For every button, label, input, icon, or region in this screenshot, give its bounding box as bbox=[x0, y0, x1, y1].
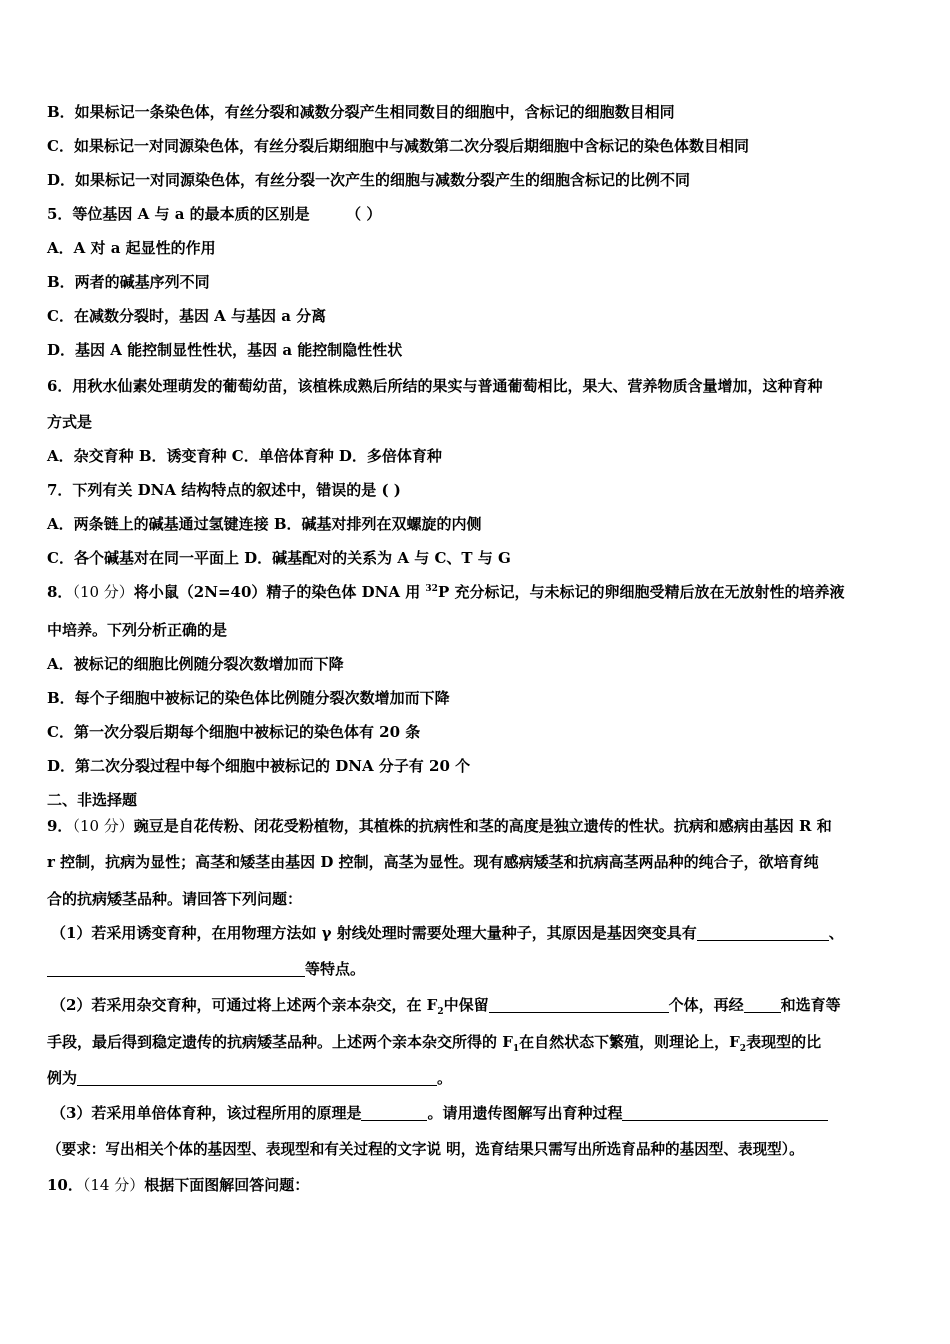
section-title: 二、非选择题 bbox=[47, 791, 138, 809]
q10-stem-text: 根据下面图解回答问题： bbox=[144, 1176, 310, 1194]
q9-part2-text-c: 个体，再经 bbox=[668, 996, 744, 1014]
q9-part2-blank-3[interactable] bbox=[77, 1070, 437, 1086]
q5-stem bbox=[47, 204, 381, 224]
q5-stem-text: 5．等位基因 A 与 a 的最本质的区别是 bbox=[47, 205, 310, 223]
q8-score: （10 分） bbox=[72, 583, 134, 601]
q4-option-b: B．如果标记一条染色体，有丝分裂和减数分裂产生相同数目的细胞中，含标记的细胞数目相同 bbox=[47, 103, 675, 121]
q9-part2-text-a: （2）若采用杂交育种，可通过将上述两个亲本杂交，在 F bbox=[51, 996, 438, 1014]
q5-answer-paren: （ ） bbox=[346, 205, 382, 223]
q9-part1-blank-2[interactable] bbox=[47, 961, 305, 977]
q9-part2-end: 。 bbox=[437, 1069, 453, 1087]
q9-part2-text-f: 在自然状态下繁殖，则理论上，F bbox=[519, 1033, 740, 1051]
q6-options: A．杂交育种 B．诱变育种 C．单倍体育种 D．多倍体育种 bbox=[47, 447, 442, 465]
q9-stem-line3: 合的抗病矮茎品种。请回答下列问题： bbox=[47, 890, 303, 908]
q9-part2-blank-1[interactable] bbox=[489, 997, 669, 1013]
q9-part2-line1 bbox=[51, 995, 841, 1015]
q9-part3-line1 bbox=[51, 1103, 828, 1123]
q8-stem-text-a: 将小鼠（2N=40）精子的染色体 DNA 用 bbox=[133, 583, 426, 601]
q8-stem-text-b: P 充分标记，与未标记的卵细胞受精后放在无放射性的培养液 bbox=[437, 583, 845, 601]
q9-part1-separator: 、 bbox=[828, 924, 844, 942]
q10-score: （14 分） bbox=[82, 1176, 145, 1194]
q9-part2-text-g: 表现型的比 bbox=[746, 1033, 822, 1051]
q5-option-d: D．基因 A 能控制显性性状，基因 a 能控制隐性性状 bbox=[47, 341, 403, 359]
q9-part2-text-b: 中保留 bbox=[443, 996, 489, 1014]
q5-option-b: B．两者的碱基序列不同 bbox=[47, 273, 210, 291]
q9-number: 9． bbox=[47, 817, 73, 835]
q9-part2-text-h: 例为 bbox=[47, 1069, 78, 1087]
q9-part2-line3 bbox=[47, 1068, 452, 1088]
q9-part2-sub-2: 1 bbox=[512, 1044, 520, 1054]
q9-part3-text-b: 。请用遗传图解写出育种过程 bbox=[427, 1104, 623, 1122]
q9-part1-line2 bbox=[47, 959, 365, 979]
q9-stem-line2: r 控制，抗病为显性；高茎和矮茎由基因 D 控制，高茎为显性。现有感病矮茎和抗病高茎两品种的纯合子，欲培育纯 bbox=[47, 853, 819, 871]
q9-part2-text-e: 手段，最后得到稳定遗传的抗病矮茎品种。上述两个亲本杂交所得的 F bbox=[47, 1033, 513, 1051]
q4-option-c: C．如果标记一对同源染色体，有丝分裂后期细胞中与减数第二次分裂后期细胞中含标记的染色体数目相同 bbox=[47, 137, 749, 155]
q9-stem-text: 豌豆是自花传粉、闭花受粉植物，其植株的抗病性和茎的高度是独立遗传的性状。抗病和感病由基因 R 和 bbox=[133, 817, 832, 835]
q6-stem-line1: 6．用秋水仙素处理萌发的葡萄幼苗，该植株成熟后所结的果实与普通葡萄相比，果大、营养物质含量增加，这种育种 bbox=[47, 377, 823, 395]
q8-option-b: B．每个子细胞中被标记的染色体比例随分裂次数增加而下降 bbox=[47, 689, 450, 707]
q9-part3-blank-2[interactable] bbox=[622, 1105, 828, 1121]
q10-stem bbox=[47, 1175, 309, 1195]
q8-isotope-superscript: 32 bbox=[425, 584, 438, 594]
q9-stem-line1 bbox=[47, 816, 832, 836]
q9-part1-tail: 等特点。 bbox=[305, 960, 366, 978]
q9-part2-sub-3: 2 bbox=[739, 1044, 747, 1054]
q5-option-c: C．在减数分裂时，基因 A 与基因 a 分离 bbox=[47, 307, 327, 325]
q7-options-cd: C．各个碱基对在同一平面上 D．碱基配对的关系为 A 与 C、T 与 G bbox=[47, 549, 511, 567]
q9-part3-text-a: （3）若采用单倍体育种，该过程所用的原理是 bbox=[51, 1104, 362, 1122]
q9-part1-text: （1）若采用诱变育种，在用物理方法如 γ 射线处理时需要处理大量种子，其原因是基因突变具有 bbox=[51, 924, 697, 942]
q9-part1-line1 bbox=[51, 923, 844, 943]
q9-score: （10 分） bbox=[72, 817, 134, 835]
q8-option-c: C．第一次分裂后期每个细胞中被标记的染色体有 20 条 bbox=[47, 723, 421, 741]
q9-part2-text-d: 和选育等 bbox=[780, 996, 841, 1014]
q6-stem-line2: 方式是 bbox=[47, 413, 93, 431]
q10-number: 10． bbox=[47, 1176, 83, 1194]
q5-option-a: A．A 对 a 起显性的作用 bbox=[47, 239, 216, 257]
q8-option-d: D．第二次分裂过程中每个细胞中被标记的 DNA 分子有 20 个 bbox=[47, 757, 471, 775]
q8-number: 8． bbox=[47, 583, 73, 601]
q9-part3-blank-1[interactable] bbox=[361, 1105, 427, 1121]
q9-part3-line2: （要求：写出相关个体的基因型、表现型和有关过程的文字说 明，选育结果只需写出所选育品种的基因型、表现型）。 bbox=[47, 1141, 804, 1158]
q8-stem-line2: 中培养。下列分析正确的是 bbox=[47, 621, 228, 639]
q9-part1-blank-1[interactable] bbox=[697, 925, 829, 941]
q9-part2-line2 bbox=[47, 1032, 821, 1052]
q7-options-ab: A．两条链上的碱基通过氢键连接 B．碱基对排列在双螺旋的内侧 bbox=[47, 515, 482, 533]
q7-stem: 7．下列有关 DNA 结构特点的叙述中，错误的是 ( ) bbox=[47, 481, 401, 499]
q9-part2-blank-2[interactable] bbox=[744, 997, 781, 1013]
q9-part2-sub-1: 2 bbox=[437, 1007, 444, 1017]
q8-option-a: A．被标记的细胞比例随分裂次数增加而下降 bbox=[47, 655, 344, 673]
q4-option-d: D．如果标记一对同源染色体，有丝分裂一次产生的细胞与减数分裂产生的细胞含标记的比例不同 bbox=[47, 171, 691, 189]
q8-stem-line1 bbox=[47, 582, 844, 602]
